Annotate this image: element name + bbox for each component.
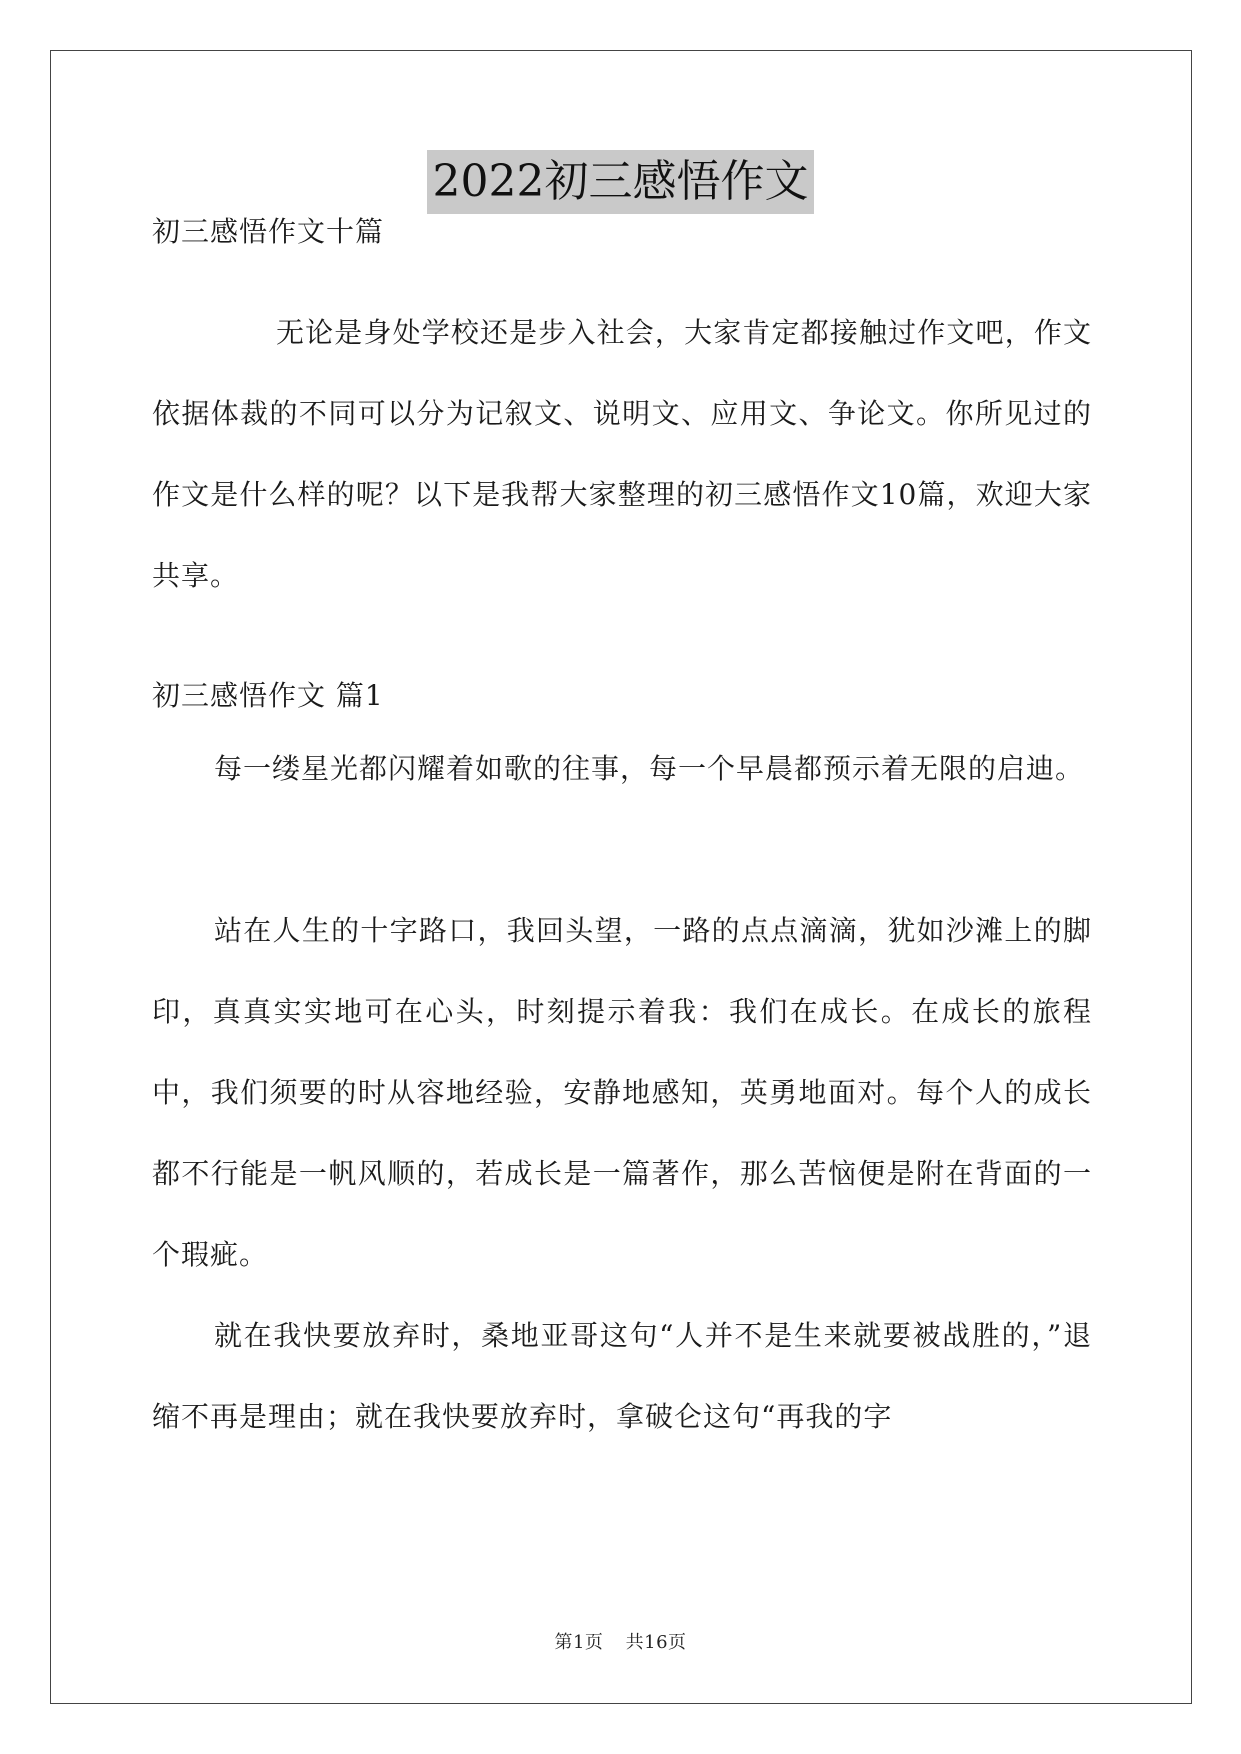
section-heading: 初三感悟作文 篇1 <box>152 679 384 712</box>
intro-paragraph: 无论是身处学校还是步入社会，大家肯定都接触过作文吧，作文依据体裁的不同可以分为记叙文、说明文、应用文、争论文。你所见过的作文是什么样的呢？以下是我帮大家整理的初三感悟作文10篇，欢迎大家共享。 <box>152 316 1092 592</box>
page-footer <box>0 1628 1241 1654</box>
total-pages: 共16页 <box>625 1632 687 1653</box>
body-paragraph-1: 每一缕星光都闪耀着如歌的往事，每一个早晨都预示着无限的启迪。 <box>214 752 1085 785</box>
document-subtitle: 初三感悟作文十篇 <box>152 215 385 248</box>
title-container <box>0 150 1241 214</box>
page-number: 第1页 <box>554 1632 604 1653</box>
body-paragraph-3: 就在我快要放弃时，桑地亚哥这句“人并不是生来就要被战胜的，”退缩不再是理由；就在我快要放弃时，拿破仑这句“再我的字 <box>152 1319 1092 1433</box>
body-paragraph-2: 站在人生的十字路口，我回头望，一路的点点滴滴，犹如沙滩上的脚印，真真实实地可在心头，时刻提示着我：我们在成长。在成长的旅程中，我们须要的时从容地经验，安静地感知，英勇地面对。每个人的成长都不行能是一帆风顺的，若成长是一篇著作，那么苦恼便是附在背面的一个瑕疵。 <box>152 914 1092 1271</box>
document-title: 2022初三感悟作文 <box>427 150 815 214</box>
